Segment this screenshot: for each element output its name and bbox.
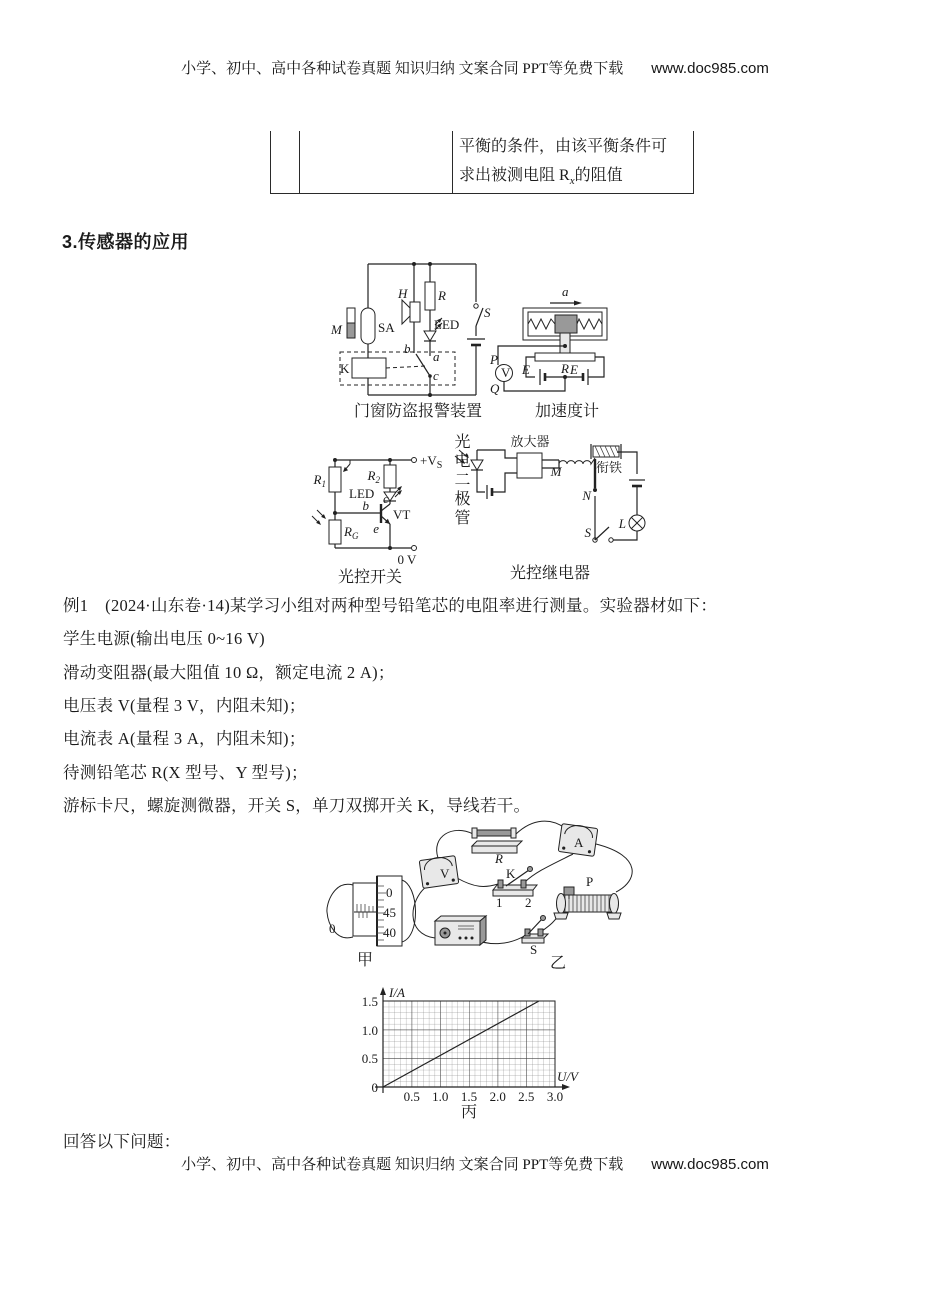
photoresistor-rg [312, 510, 341, 544]
ytick-1-0: 1.0 [361, 1023, 378, 1038]
amplifier-box [517, 453, 542, 478]
zero-terminal [412, 546, 417, 551]
speaker-symbol [402, 300, 420, 324]
xlabel: U/V [557, 1069, 578, 1084]
relay-core [591, 444, 621, 459]
transistor-vt [381, 504, 390, 524]
setup-figure [413, 816, 655, 974]
battery-symbol [487, 485, 492, 499]
switch-s-symbol [593, 527, 613, 542]
label-p: P [490, 352, 498, 367]
problem-line-5: 电流表 A(量程 3 A，内阻未知)； [63, 729, 306, 748]
thimble-label-0: 0 [386, 885, 393, 900]
light-switch-figure [293, 440, 455, 588]
label-horn: H [398, 286, 408, 301]
junction-dot [333, 458, 337, 462]
junction-dot [388, 546, 392, 550]
label-lamp-l: L [618, 516, 626, 531]
xtick-3-0: 3.0 [546, 1089, 564, 1104]
acceleration-arrow [550, 301, 582, 306]
label-relay-k: K [340, 361, 350, 376]
battery-symbol [467, 339, 485, 345]
table-cell-empty-2 [299, 131, 452, 193]
spring-left [528, 319, 555, 329]
origin-label: 0 [371, 1080, 378, 1095]
problem-line-4: 电压表 V(量程 3 V，内阻未知)； [63, 696, 306, 715]
problem-line-3: 滑动变阻器(最大阻值 10 Ω，额定电流 2 A)； [63, 663, 395, 682]
label-switch-s: S [584, 525, 591, 540]
table-fragment [270, 131, 694, 194]
label-n: N [582, 488, 591, 503]
xtick-1-5: 1.5 [460, 1089, 478, 1104]
label-pencil-lead-r: R [495, 851, 503, 866]
label-r-pot: R [561, 361, 569, 376]
label-zero-v: 0 V [397, 552, 417, 567]
closing-line: 回答以下问题： [63, 1132, 181, 1151]
label-e2: E [570, 362, 578, 377]
graph-caption: 丙 [460, 1104, 478, 1121]
coil-symbol [559, 458, 595, 464]
voltmeter-v: V [501, 365, 511, 380]
alarm-circuit-figure [330, 250, 490, 422]
header-url: www.doc985.com [651, 60, 769, 77]
label-vs: $+V_S$ [420, 453, 443, 471]
label-e1: E [522, 362, 530, 377]
resistor-r2 [384, 465, 396, 488]
label-r2: $R_2$ [367, 468, 380, 485]
label-voltmeter: V [440, 866, 450, 881]
magnet-symbol [347, 308, 355, 338]
problem-line-1: 例1 (2024·山东卷·14)某学习小组对两种型号铅笔芯的电阻率进行测量。实验器材如下： [63, 596, 718, 615]
potentiometer-r1 [329, 460, 350, 492]
label-resistor: R [438, 288, 446, 303]
accelerometer-figure [490, 276, 660, 422]
label-magnet: M [331, 322, 342, 337]
xtick-2-5: 2.5 [518, 1089, 535, 1104]
junction-dot [333, 511, 337, 515]
problem-line-2: 学生电源(输出电压 0~16 V) [63, 629, 265, 648]
label-switch-k: K [506, 866, 516, 881]
page-header [0, 57, 950, 78]
battery-e2 [583, 369, 588, 385]
footer-text: 小学、初中、高中各种试卷真题 知识归纳 文案合同 PPT等免费下载 [181, 1157, 624, 1173]
table-line-2: 求出被测电阻 $R_x$的阻值 [459, 167, 623, 188]
junction-dot [388, 458, 392, 462]
junction-dot [412, 262, 416, 266]
label-base-b: b [362, 498, 369, 513]
sleeve-scale [354, 904, 377, 918]
relay-link-dashed [386, 366, 426, 368]
ytick-1-5: 1.5 [361, 994, 378, 1009]
label-ammeter: A [574, 835, 584, 850]
label-led: LED [434, 317, 460, 332]
pencil-lead-holder [472, 828, 522, 853]
grid [383, 1001, 555, 1087]
label-contact-c: c [433, 368, 439, 383]
accelerometer-caption: 加速度计 [534, 403, 600, 420]
battery-symbol-right [629, 480, 645, 486]
xtick-0-5: 0.5 [403, 1089, 420, 1104]
label-switch-s: S [484, 305, 491, 320]
label-contact-a: a [433, 349, 440, 364]
relay-caption: 光控继电器 [509, 565, 591, 582]
thimble-label-40: 40 [383, 925, 396, 940]
sleeve-zero-label: 0 [329, 921, 336, 936]
header-text: 小学、初中、高中各种试卷真题 知识归纳 文案合同 PPT等免费下载 [181, 61, 624, 77]
slider-stem [560, 333, 570, 353]
rheostat-device [554, 887, 621, 919]
setup-caption: 乙 [550, 955, 567, 972]
photodiode-vertical-label: 光电二极管 [452, 433, 469, 528]
label-rg: $R_G$ [344, 524, 359, 541]
label-r1: $R_1$ [313, 472, 326, 489]
ytick-0-5: 0.5 [361, 1051, 378, 1066]
voltmeter-device [419, 855, 459, 888]
problem-line-7: 游标卡尺，螺旋测微器，开关 S，单刀双掷开关 K，导线若干。 [63, 796, 531, 815]
label-collector-c: c [383, 491, 389, 506]
switch-s-symbol [474, 304, 483, 326]
power-supply-device [435, 916, 486, 945]
table-cell-empty-1 [270, 131, 299, 193]
label-led: LED [349, 486, 375, 501]
xtick-2-0: 2.0 [489, 1089, 506, 1104]
table-cell-text [452, 131, 693, 193]
label-q: Q [490, 381, 500, 396]
junction-dot [428, 393, 432, 397]
spring-right [577, 319, 602, 329]
label-coil-m: M [550, 464, 562, 479]
label-armature: 衔铁 [595, 460, 623, 475]
amplifier-label: 放大器 [510, 434, 550, 449]
label-reed-switch: SA [378, 320, 395, 335]
label-terminal-2: 2 [525, 895, 532, 910]
page-footer [0, 1153, 950, 1174]
micrometer-caption: 甲 [356, 952, 374, 969]
lamp-symbol [629, 515, 645, 531]
junction-dot [428, 262, 432, 266]
reed-switch-symbol [361, 308, 375, 344]
resistor-symbol [425, 282, 435, 310]
iu-graph-figure [340, 973, 632, 1123]
alarm-caption: 门窗防盗报警装置 [353, 403, 483, 420]
light-switch-caption: 光控开关 [337, 569, 403, 586]
label-terminal-1: 1 [496, 895, 503, 910]
table-line-1: 平衡的条件，由该平衡条件可 [459, 138, 668, 155]
xtick-1-0: 1.0 [432, 1089, 449, 1104]
label-rheostat-p: P [586, 874, 594, 889]
label-emitter-e: e [373, 521, 379, 536]
label-acceleration: a [562, 284, 569, 299]
relay-coil-symbol [352, 358, 386, 378]
light-relay-figure [445, 430, 657, 584]
mass-block [555, 315, 577, 333]
thimble-label-45: 45 [383, 905, 396, 920]
armature-contact [593, 488, 597, 492]
problem-line-6: 待测铅笔芯 R(X 型号、Y 型号)； [63, 763, 308, 782]
section-heading: 3.传感器的应用 [62, 232, 190, 252]
ylabel: I/A [389, 985, 405, 1000]
label-switch-s: S [530, 942, 538, 957]
battery-e1 [540, 369, 545, 385]
label-contact-b: b [404, 341, 411, 356]
potentiometer-symbol [535, 353, 595, 361]
footer-url: www.doc985.com [651, 1156, 769, 1173]
label-vt: VT [393, 507, 411, 522]
vs-terminal [412, 458, 417, 463]
